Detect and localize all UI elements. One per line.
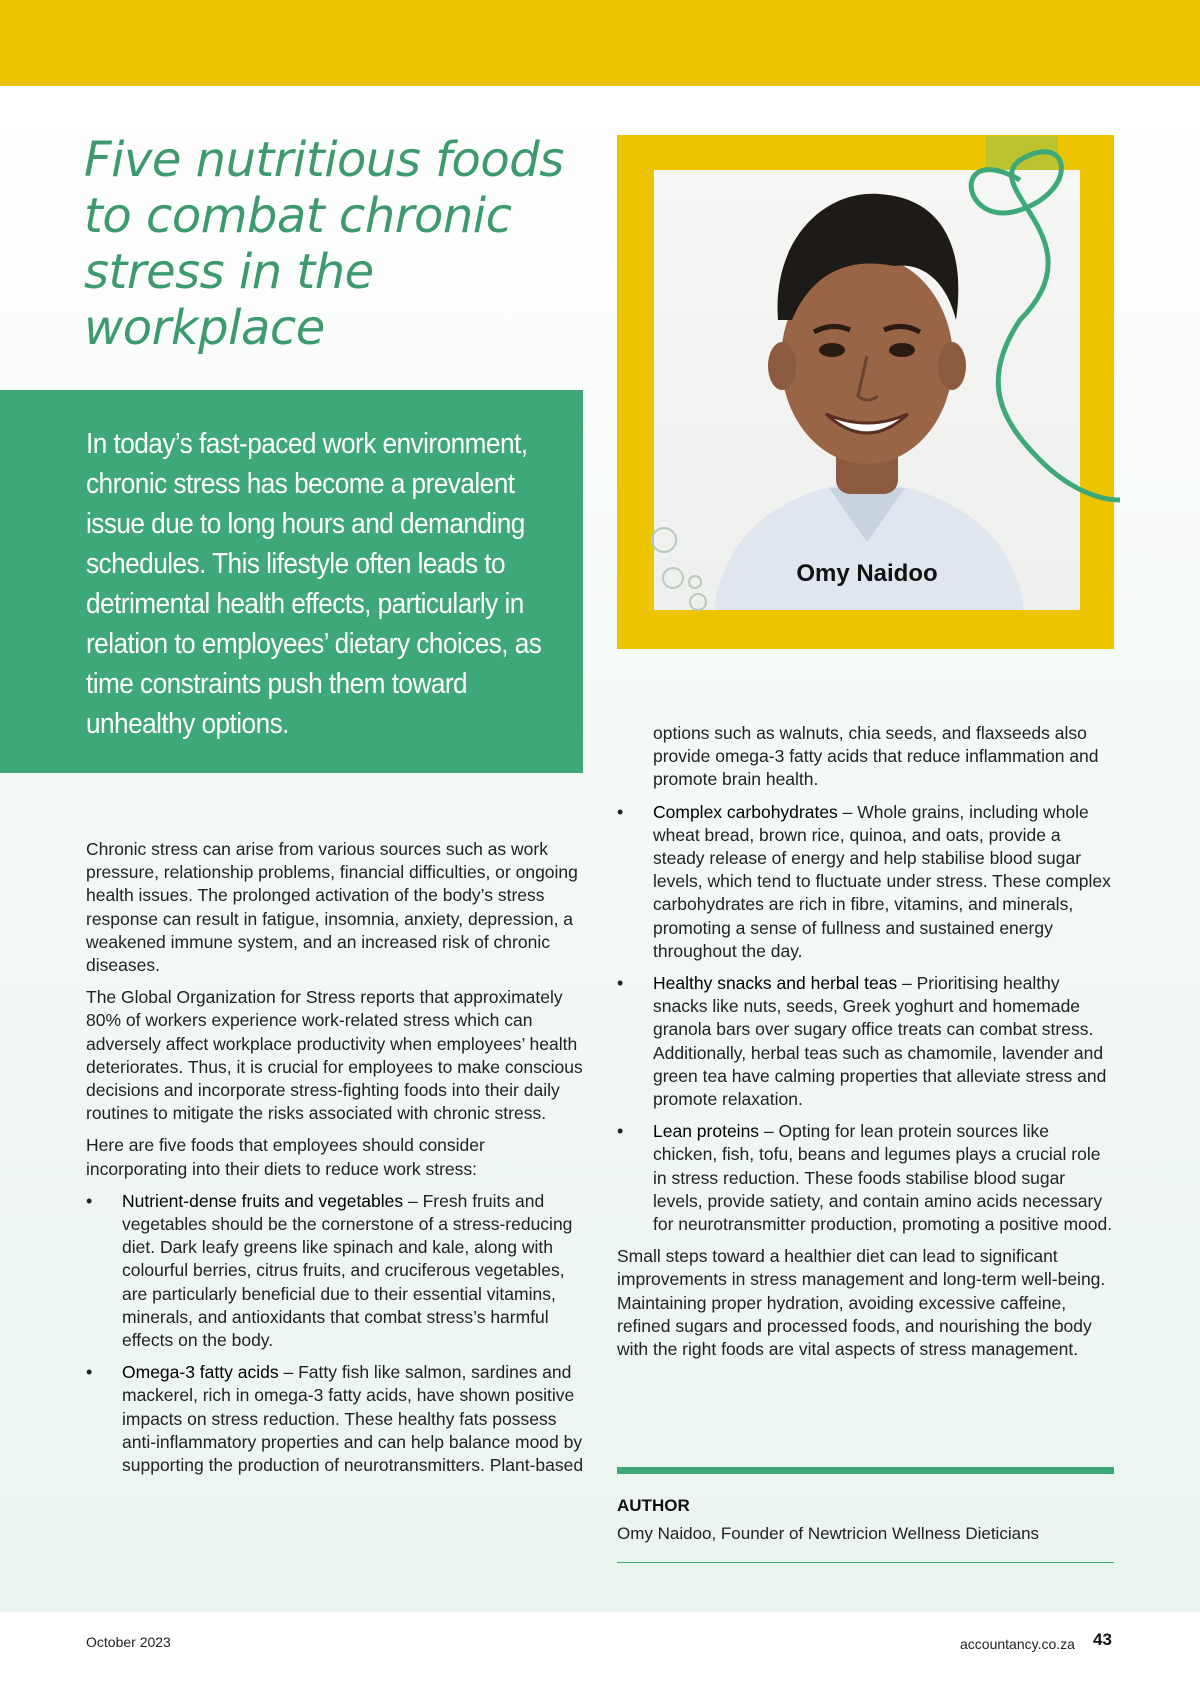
body-paragraph: The Global Organization for Stress reports that approximately 80% of workers experience work-related stress which can adversely affect workplace productivity when employees’ health deteriorates. Thus, it is crucial for employees to make conscious decisions and incorporate stress-fighting foods into their daily routines to mitigate the risks associated with chronic stress. (86, 987, 583, 1124)
list-item (86, 1361, 586, 1477)
list-item-text: – Fatty fish like salmon, sardines and mackerel, rich in omega-3 fatty acids, have shown positive impacts on stress reduction. These healthy fats possess anti-inflammatory properties and can help balance mood by supporting the production of neurotransmitters. Plant-based (122, 1362, 584, 1476)
top-color-band (0, 0, 1200, 86)
decorative-swirl (600, 120, 1120, 660)
article-headline: Five nutritious foods to combat chronic stress in the workplace (84, 132, 564, 356)
list-item (617, 801, 1117, 963)
intro-text: In today’s fast-paced work environment, chronic stress has become a prevalent issue due to long hours and demanding schedules. This lifestyle often leads to detrimental health effects, particularly in relation to employees’ dietary choices, as time constraints push them toward unhealthy options. (86, 428, 542, 740)
list-item (86, 1190, 586, 1352)
closing-paragraph: Small steps toward a healthier diet can lead to significant improvements in stress management and long-term well-being. Maintaining proper hydration, avoiding excessive caffeine, refined sugars and processed foods, and nourishing the body with the right foods are vital aspects of stress management. (617, 1246, 1106, 1360)
body-paragraph: Here are five foods that employees should consider incorporating into their diets to reduce work stress: (86, 1135, 485, 1179)
author-bio: Omy Naidoo, Founder of Newtricion Wellness Dieticians (617, 1524, 1040, 1543)
author-divider (617, 1467, 1114, 1474)
food-list (86, 1190, 586, 1477)
list-item-term: Omega-3 fatty acids (122, 1362, 279, 1383)
author-bottom-divider (617, 1562, 1114, 1563)
list-item-text: – Opting for lean protein sources like chicken, fish, tofu, beans and legumes plays a crucial role in stress reduction. These foods stabilise blood sugar levels, provide satiety, and contain amino acids necessary for neurotransmitter production, promoting a positive mood. (653, 1121, 1113, 1235)
food-list (617, 801, 1117, 1237)
page-number: 43 (1093, 1630, 1112, 1649)
body-paragraph: Chronic stress can arise from various sources such as work pressure, relationship problems, financial difficulties, or ongoing health issues. The prolonged activation of the body’s stress response can result in fatigue, insomnia, anxiety, depression, a weakened immune system, and an increased risk of chronic diseases. (86, 839, 578, 976)
website-link[interactable]: accountancy.co.za (960, 1636, 1075, 1652)
list-item-continuation: options such as walnuts, chia seeds, and flaxseeds also provide omega-3 fatty acids that reduce inflammation and promote brain health. (653, 723, 1099, 790)
list-item (617, 1120, 1117, 1236)
list-item-term: Lean proteins (653, 1121, 760, 1142)
photo-caption: Omy Naidoo (796, 560, 938, 587)
list-item (617, 972, 1117, 1111)
left-column (86, 838, 586, 1486)
list-item-term: Healthy snacks and herbal teas (653, 973, 898, 994)
right-column (617, 722, 1117, 1370)
list-item-text: – Whole grains, including whole wheat bread, brown rice, quinoa, and oats, provide a steady release of energy and help stabilise blood sugar levels, which tend to fluctuate under stress. These complex carbohydrates are rich in fibre, vitamins, and minerals, promoting a sense of fullness and sustained energy throughout the day. (653, 801, 1111, 961)
list-item-text: – Prioritising healthy snacks like nuts, seeds, Greek yoghurt and homemade granola bars over sugary office treats can combat stress. Additionally, herbal teas such as chamomile, lavender and green tea have calming properties that alleviate stress and promote relaxation. (653, 973, 1107, 1110)
list-item-term: Complex carbohydrates (653, 801, 838, 822)
list-item-term: Nutrient-dense fruits and vegetables (122, 1190, 404, 1211)
author-label: AUTHOR (617, 1496, 690, 1515)
issue-date: October 2023 (86, 1634, 171, 1650)
list-item-text: – Fresh fruits and vegetables should be the cornerstone of a stress-reducing diet. Dark leafy greens like spinach and kale, along with colourful berries, citrus fruits, and cruciferous vegetables, are particularly beneficial due to their essential vitamins, minerals, and antioxidants that combat stress’s harmful effects on the body. (122, 1190, 573, 1351)
